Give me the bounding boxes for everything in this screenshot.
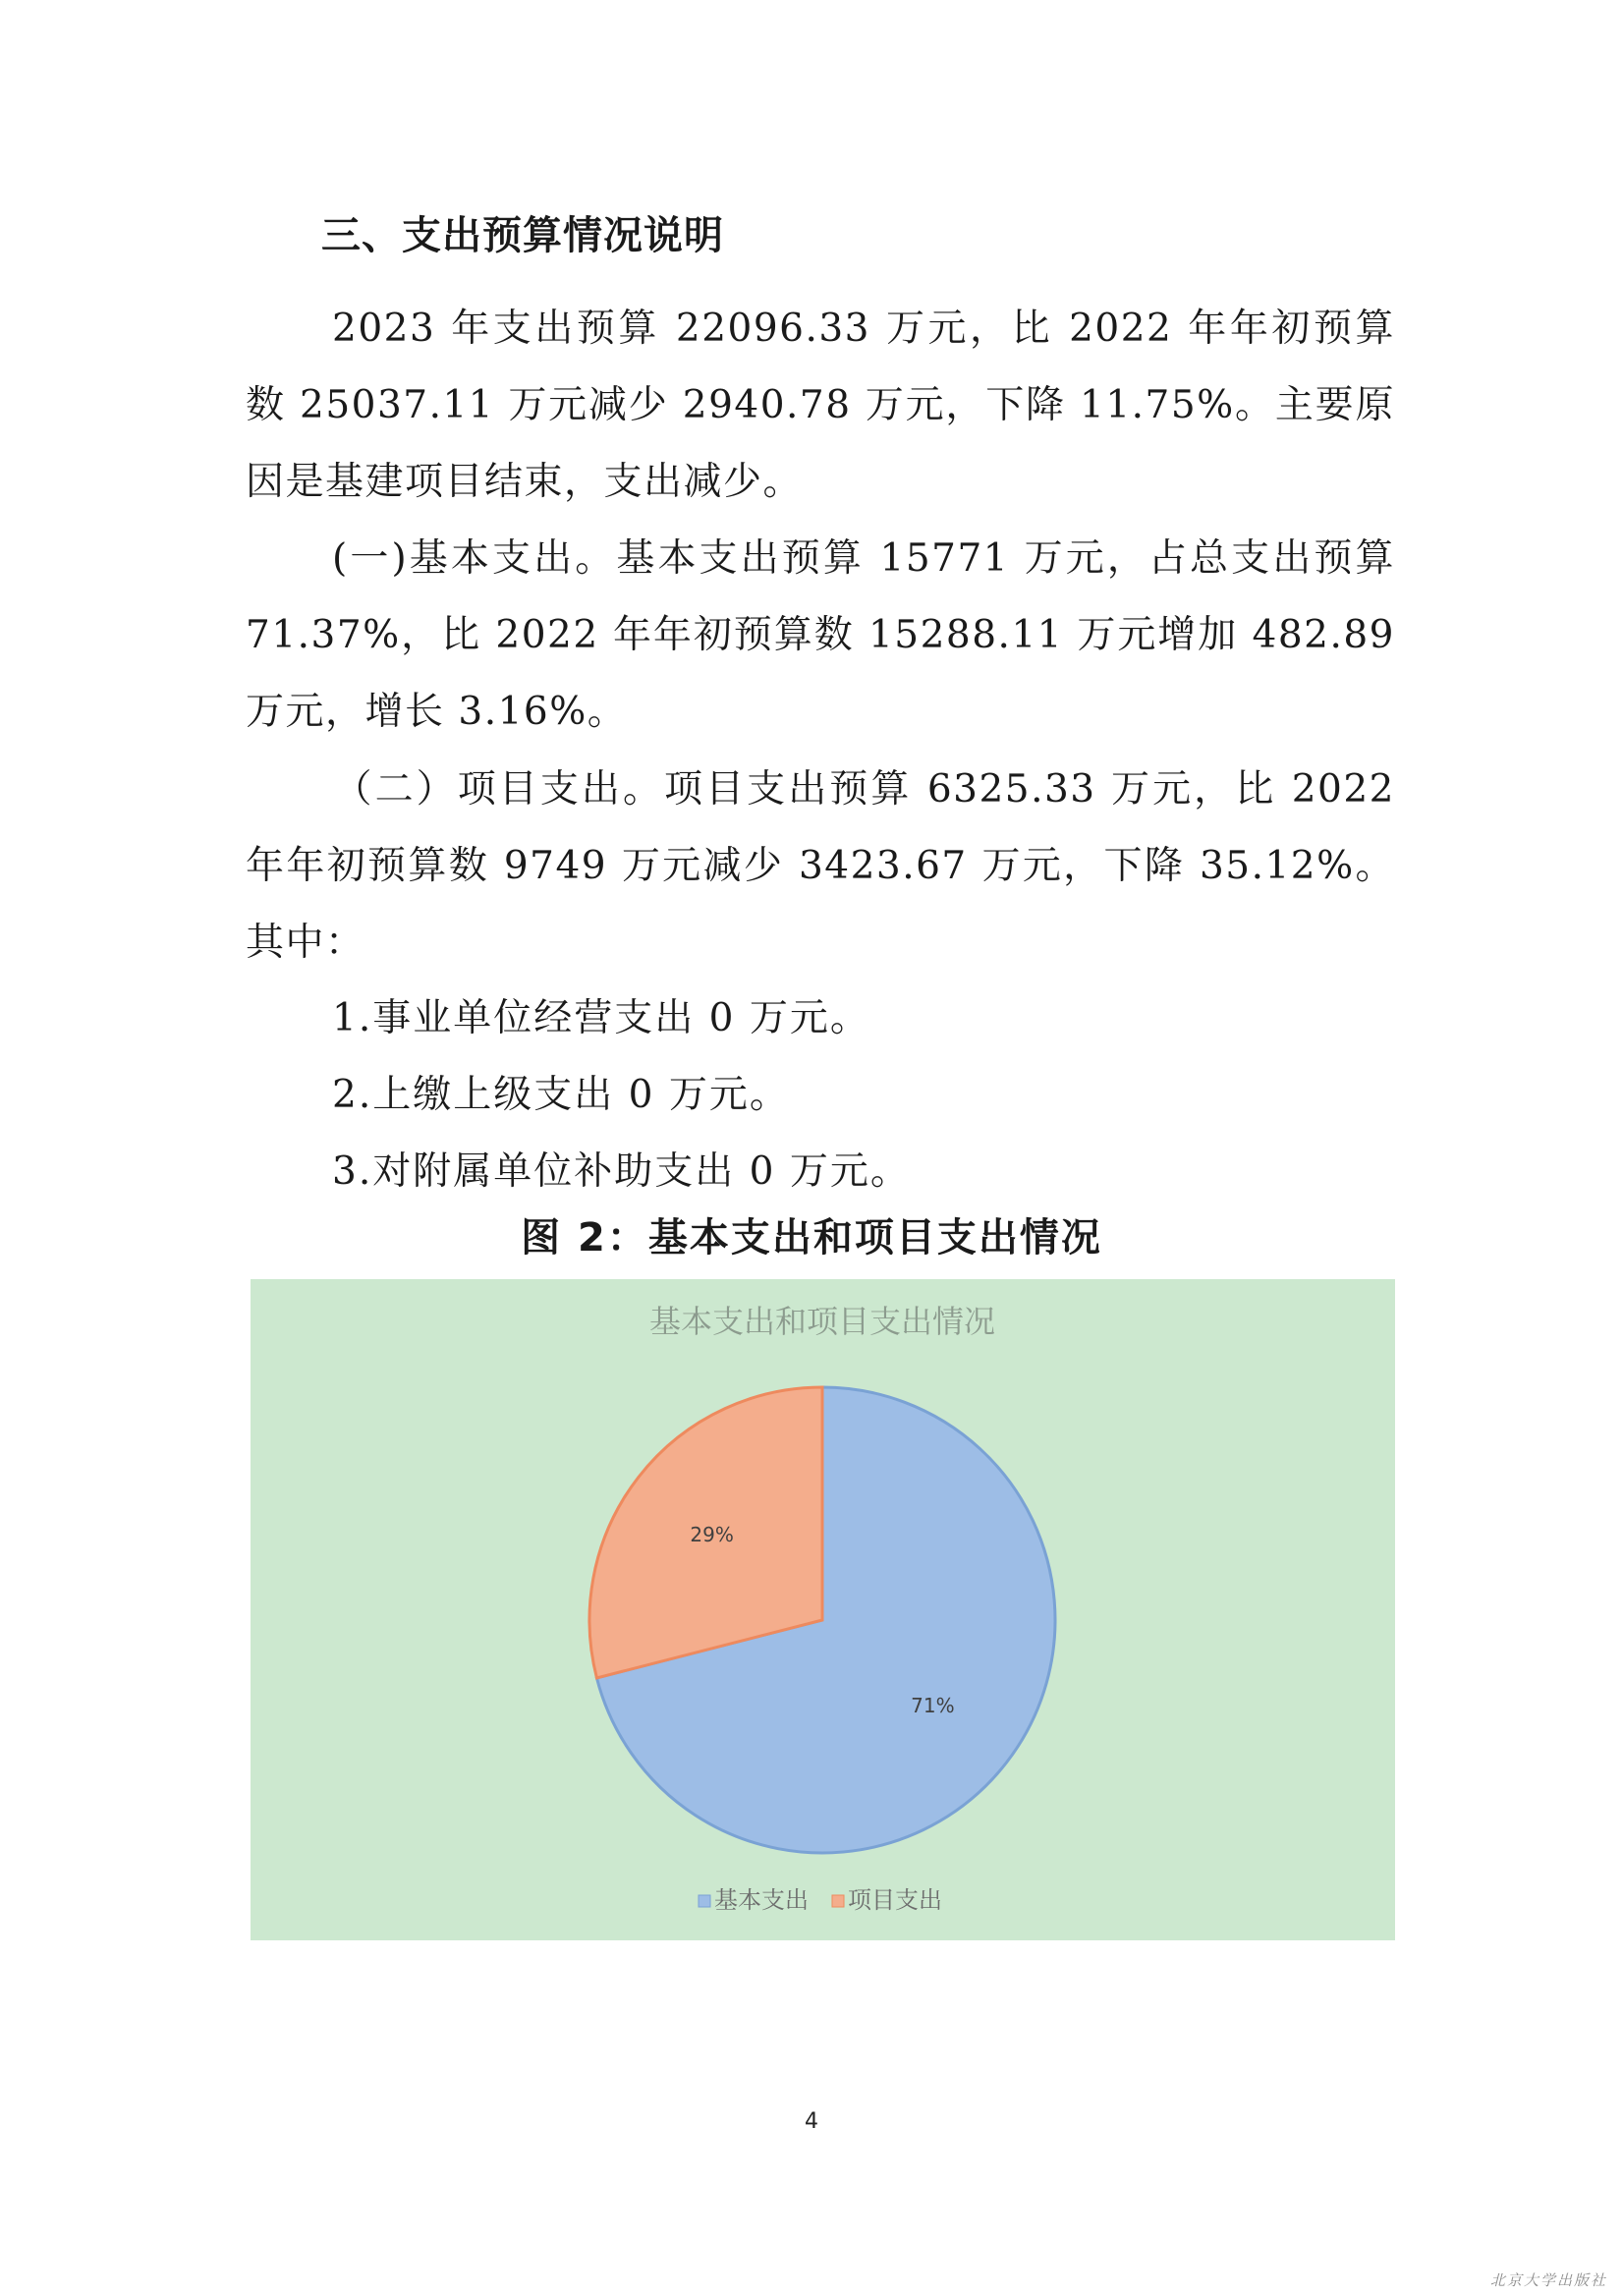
legend-swatch bbox=[699, 1895, 710, 1907]
paragraph-basic-expenditure bbox=[246, 521, 1395, 751]
section-heading: 三、支出预算情况说明 bbox=[321, 213, 724, 258]
pie-chart-svg bbox=[251, 1279, 1395, 1940]
chart-legend bbox=[699, 1886, 942, 1914]
page-number: 4 bbox=[805, 2109, 818, 2134]
list-item-2: 2.上缴上级支出 0 万元。 bbox=[332, 1073, 790, 1117]
paragraph-text: （二）项目支出。项目支出预算 6325.33 万元，比 2022 年年初预算数 9749 万元减少 3423.67 万元，下降 35.12%。其中： bbox=[246, 767, 1395, 965]
legend-swatch bbox=[832, 1895, 844, 1907]
paragraph-text: (一)基本支出。基本支出预算 15771 万元，占总支出预算 71.37%，比 2022 年年初预算数 15288.11 万元增加 482.89 万元，增长 3.16%。 bbox=[246, 536, 1395, 734]
paragraph-project-expenditure bbox=[246, 752, 1395, 981]
watermark: 北京大学出版社 bbox=[1489, 2271, 1607, 2289]
list-item-3: 3.对附属单位补助支出 0 万元。 bbox=[332, 1149, 911, 1194]
pie-chart bbox=[251, 1279, 1395, 1940]
paragraph-total-budget bbox=[246, 291, 1395, 521]
pie-slices bbox=[589, 1387, 1055, 1853]
pie-data-label: 71% bbox=[911, 1694, 955, 1718]
list-item-1: 1.事业单位经营支出 0 万元。 bbox=[332, 996, 870, 1040]
chart-title: 基本支出和项目支出情况 bbox=[648, 1303, 996, 1340]
legend-label: 项目支出 bbox=[848, 1886, 942, 1914]
figure-caption: 图 2：基本支出和项目支出情况 bbox=[521, 1215, 1102, 1260]
pie-data-label: 29% bbox=[690, 1522, 734, 1546]
paragraph-text: 2023 年支出预算 22096.33 万元，比 2022 年年初预算数 25037.11 万元减少 2940.78 万元，下降 11.75%。主要原因是基建项目结束，支出减少。 bbox=[246, 307, 1395, 504]
legend-label: 基本支出 bbox=[714, 1886, 809, 1914]
